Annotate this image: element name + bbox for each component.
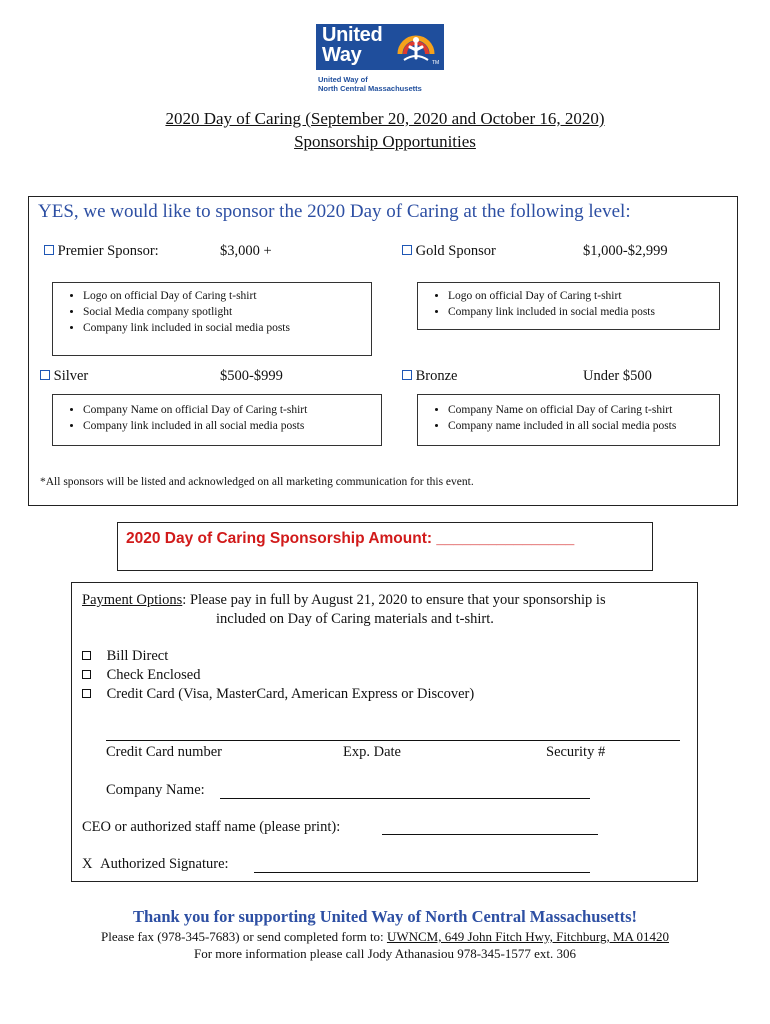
page-title: 2020 Day of Caring (September 20, 2020 and October 16, 2020) <box>165 109 605 128</box>
bronze-checkbox[interactable] <box>402 370 412 380</box>
bronze-option[interactable] <box>402 368 458 385</box>
exp-date-label: Exp. Date <box>343 744 401 760</box>
list-item: • Logo on official Day of Caring t-shirt <box>83 288 371 304</box>
amount-blank[interactable]: ________________ <box>436 530 575 547</box>
silver-benefits <box>52 394 382 446</box>
signature-input[interactable] <box>254 872 590 873</box>
mailing-address: UWNCM, 649 John Fitch Hwy, Fitchburg, MA 01420 <box>386 929 669 944</box>
payment-option-bill[interactable] <box>82 648 168 665</box>
bill-direct-checkbox[interactable] <box>82 651 91 660</box>
security-label: Security # <box>546 744 606 760</box>
payment-heading: Payment Options <box>82 592 183 608</box>
payment-option-check[interactable] <box>82 667 200 684</box>
premier-amount: $3,000 + <box>220 243 272 259</box>
signature-x: X <box>82 856 93 872</box>
logo-sub-line-2: North Central Massachusetts <box>318 84 422 93</box>
credit-card-checkbox[interactable] <box>82 689 91 698</box>
sponsor-note: *All sponsors will be listed and acknowledged on all marketing communication for this event. <box>40 476 474 488</box>
list-item: • Company link included in all social media posts <box>83 418 381 434</box>
logo-sub-line-1: United Way of <box>318 75 368 84</box>
bronze-amount: Under $500 <box>583 368 652 384</box>
check-enclosed-checkbox[interactable] <box>82 670 91 679</box>
contact-info: For more information please call Jody Athanasiou 978-345-1577 ext. 306 <box>194 946 576 961</box>
list-item: • Social Media company spotlight <box>83 304 371 320</box>
list-item: • Company Name on official Day of Caring t-shirt <box>83 402 381 418</box>
premier-label: Premier Sponsor: <box>57 243 159 259</box>
payment-instruction-b: included on Day of Caring materials and t-shirt. <box>216 611 494 627</box>
sponsor-heading: YES, we would like to sponsor the 2020 Day of Caring at the following level: <box>38 201 631 222</box>
payment-option-credit[interactable] <box>82 686 474 703</box>
fax-line <box>0 929 770 945</box>
gold-benefits <box>417 282 720 330</box>
logo-line-way: Way <box>322 44 362 66</box>
payment-instruction-a: : Please pay in full by August 21, 2020 to ensure that your sponsorship is <box>182 592 606 608</box>
ceo-name-input[interactable] <box>382 834 598 835</box>
list-item: • Company link included in social media posts <box>83 320 371 336</box>
silver-amount: $500-$999 <box>220 368 283 384</box>
payment-instructions <box>82 592 682 609</box>
gold-option[interactable] <box>402 243 496 260</box>
gold-amount: $1,000-$2,999 <box>583 243 668 259</box>
credit-card-label: Credit Card (Visa, MasterCard, American Express or Discover) <box>106 686 475 702</box>
check-enclosed-label: Check Enclosed <box>106 667 201 683</box>
silver-checkbox[interactable] <box>40 370 50 380</box>
credit-card-line[interactable] <box>106 740 680 741</box>
list-item: • Company Name on official Day of Caring t-shirt <box>448 402 719 418</box>
company-name-label: Company Name: <box>106 782 205 798</box>
list-item: • Logo on official Day of Caring t-shirt <box>448 288 719 304</box>
silver-option[interactable] <box>40 368 88 385</box>
list-item: • Company name included in all social media posts <box>448 418 719 434</box>
bronze-label: Bronze <box>415 368 458 384</box>
ceo-name-label: CEO or authorized staff name (please print): <box>82 819 341 835</box>
thank-you-message: Thank you for supporting United Way of North Central Massachusetts! <box>132 907 638 926</box>
gold-label: Gold Sponsor <box>415 243 496 259</box>
company-name-input[interactable] <box>220 798 590 799</box>
page-subtitle: Sponsorship Opportunities <box>294 132 476 151</box>
signature-label-row <box>82 856 229 873</box>
bronze-benefits <box>417 394 720 446</box>
rainbow-hand-icon <box>396 28 436 66</box>
premier-benefits <box>52 282 372 356</box>
gold-checkbox[interactable] <box>402 245 412 255</box>
bill-direct-label: Bill Direct <box>106 648 169 664</box>
sponsorship-amount-field[interactable] <box>126 530 574 548</box>
credit-card-number-label: Credit Card number <box>106 744 222 760</box>
list-item: • Company link included in social media posts <box>448 304 719 320</box>
premier-checkbox[interactable] <box>44 245 54 255</box>
logo-line-united: United <box>322 24 383 46</box>
signature-label: Authorized Signature: <box>100 856 229 872</box>
amount-label: 2020 Day of Caring Sponsorship Amount: <box>126 530 433 547</box>
logo-trademark: TM <box>432 60 440 66</box>
logo-wordmark <box>322 25 382 65</box>
fax-prefix: Please fax (978-345-7683) or send completed form to: <box>101 929 384 944</box>
silver-label: Silver <box>53 368 89 384</box>
logo-subtitle <box>318 75 422 93</box>
premier-option[interactable] <box>44 243 159 260</box>
